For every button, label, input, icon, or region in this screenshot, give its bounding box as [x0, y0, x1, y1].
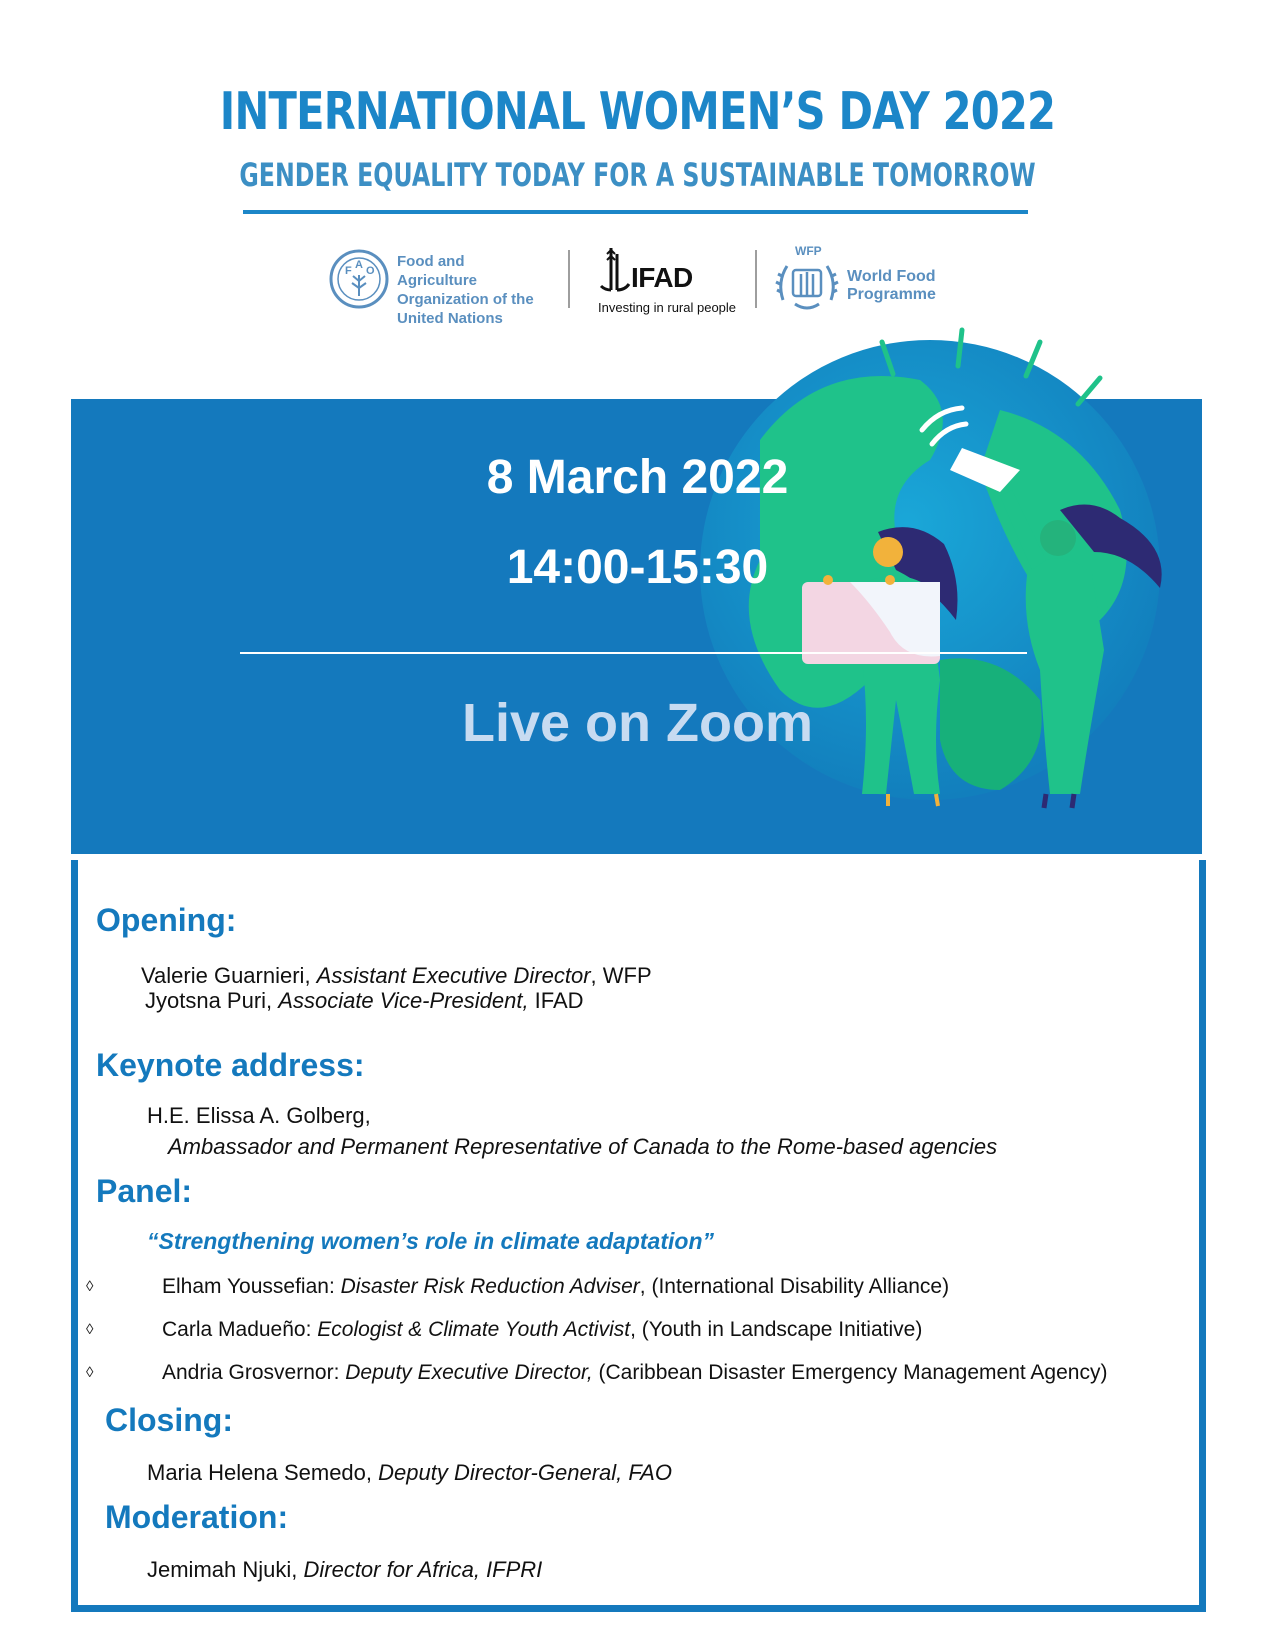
ifad-name: IFAD — [631, 262, 693, 293]
ifad-logo — [597, 244, 747, 316]
event-time: 14:00-15:30 — [506, 541, 769, 594]
member-name: Carla Madueño: — [162, 1318, 318, 1341]
keynote-heading: Keynote address: — [96, 1047, 365, 1083]
logo-separator — [568, 250, 570, 308]
bullet-diamond-icon: ◊ — [86, 1278, 94, 1295]
speaker-role: Deputy Director-General, FAO — [378, 1460, 672, 1485]
bullet-diamond-icon: ◊ — [86, 1321, 94, 1338]
keynote-speaker-name: H.E. Elissa A. Golberg, — [147, 1103, 371, 1128]
svg-text:F: F — [345, 265, 352, 277]
speaker-name: Maria Helena Semedo, — [147, 1460, 379, 1485]
wfp-logo — [773, 244, 953, 316]
member-org: , (Youth in Landscape Initiative) — [630, 1318, 923, 1341]
speaker-role: Director for Africa, IFPRI — [303, 1557, 543, 1582]
speaker-name: Valerie Guarnieri, — [141, 963, 317, 988]
member-role: Deputy Executive Director, — [345, 1361, 593, 1384]
opening-speaker — [141, 963, 652, 989]
member-org: , (International Disability Alliance) — [639, 1275, 950, 1298]
wfp-name-line1: World Food — [847, 268, 936, 285]
wfp-emblem-icon — [773, 256, 841, 314]
event-venue: Live on Zoom — [462, 693, 813, 753]
svg-text:O: O — [366, 265, 375, 277]
member-role: Disaster Risk Reduction Adviser — [340, 1275, 640, 1298]
opening-heading: Opening: — [96, 902, 237, 938]
panel-theme: “Strengthening women’s role in climate adaptation” — [147, 1228, 714, 1254]
speaker-org: IFAD — [528, 988, 584, 1013]
fao-emblem-icon — [328, 248, 390, 310]
wfp-acronym: WFP — [795, 244, 822, 258]
keynote-speaker-role — [168, 1134, 997, 1160]
moderator — [147, 1557, 542, 1583]
header-divider — [243, 210, 1028, 214]
event-title: INTERNATIONAL WOMEN’S DAY 2022 — [219, 82, 1056, 142]
closing-speaker — [147, 1460, 672, 1486]
speaker-org: , WFP — [590, 963, 652, 988]
opening-speaker — [145, 988, 584, 1014]
member-role: Ecologist & Climate Youth Activist — [317, 1318, 631, 1341]
ifad-wheat-icon — [597, 244, 631, 296]
member-name: Andria Grosvernor: — [162, 1361, 346, 1384]
ifad-tagline: Investing in rural people — [598, 300, 737, 315]
event-subtitle: GENDER EQUALITY TODAY FOR A SUSTAINABLE TOMORROW — [239, 156, 1036, 194]
panel-member — [162, 1318, 922, 1342]
fao-name-line1: Food and Agriculture — [397, 253, 478, 289]
event-date: 8 March 2022 — [486, 451, 789, 504]
banner-divider — [240, 652, 1027, 654]
speaker-role: Associate Vice-President, — [278, 988, 529, 1013]
logo-separator — [755, 250, 757, 308]
wfp-name-line2: Programme — [847, 286, 936, 303]
speaker-name: Jyotsna Puri, — [145, 988, 279, 1013]
member-name: Elham Youssefian: — [162, 1275, 341, 1298]
moderation-heading: Moderation: — [105, 1499, 289, 1535]
speaker-role: Assistant Executive Director — [316, 963, 591, 988]
panel-heading: Panel: — [96, 1173, 193, 1209]
speaker-name: Jemimah Njuki, — [147, 1557, 304, 1582]
fao-name-line2: Organization of the — [397, 291, 534, 308]
closing-heading: Closing: — [105, 1402, 233, 1438]
fao-logo — [328, 246, 548, 327]
panel-member — [162, 1361, 1107, 1385]
panel-member — [162, 1275, 949, 1299]
bullet-diamond-icon: ◊ — [86, 1364, 94, 1381]
fao-name-line3: United Nations — [397, 310, 503, 327]
speaker-role: Ambassador and Permanent Representative of Canada to the Rome-based agencies — [168, 1134, 998, 1159]
svg-text:A: A — [355, 259, 363, 271]
member-org: (Caribbean Disaster Emergency Management Agency) — [592, 1361, 1108, 1384]
